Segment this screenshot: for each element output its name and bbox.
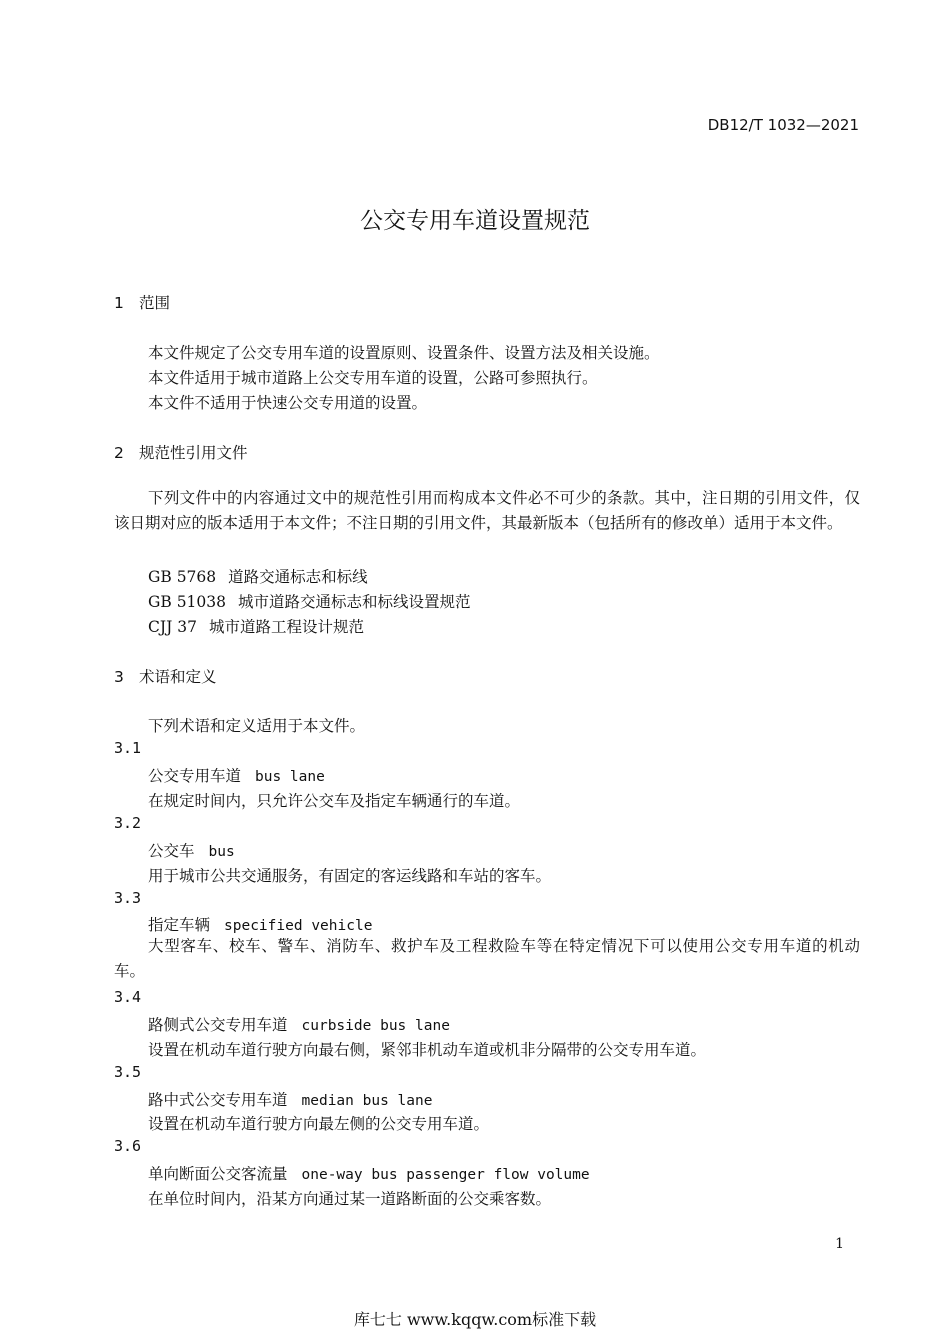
term-number: 3.6 (114, 1137, 142, 1155)
section-1-heading (114, 291, 170, 313)
section-2-heading (114, 441, 248, 463)
term-name-zh: 公交车 (148, 842, 195, 860)
section-number: 1 (114, 294, 124, 312)
section-title: 范围 (139, 294, 171, 312)
reference-item (148, 590, 471, 612)
term-name-en: curbside bus lane (301, 1018, 450, 1034)
term-name-zh: 路侧式公交专用车道 (148, 1016, 288, 1034)
term-number: 3.5 (114, 1063, 142, 1081)
term-name-en: median bus lane (301, 1093, 433, 1109)
reference-title: 城市道路交通标志和标线设置规范 (238, 593, 471, 611)
term-definition: 设置在机动车道行驶方向最左侧的公交专用车道。 (148, 1115, 490, 1133)
term-number: 3.1 (114, 739, 142, 757)
reference-item (148, 615, 364, 637)
reference-code: GB 51038 (148, 593, 227, 611)
term-definition: 设置在机动车道行驶方向最右侧，紧邻非机动车道或机非分隔带的公交专用车道。 (148, 1041, 707, 1059)
term-number: 3.4 (114, 988, 142, 1006)
term-definition: 在单位时间内，沿某方向通过某一道路断面的公交乘客数。 (148, 1190, 552, 1208)
term-name (148, 913, 372, 935)
term-name (148, 1088, 432, 1110)
reference-code: CJJ 37 (148, 618, 197, 636)
term-name-en: one-way bus passenger flow volume (301, 1167, 590, 1183)
section-number: 2 (114, 444, 124, 462)
section-3-heading (114, 665, 217, 687)
term-name-en: bus (208, 844, 235, 860)
document-title: 公交专用车道设置规范 (360, 208, 590, 234)
terms-intro-paragraph: 下列术语和定义适用于本文件。 (148, 717, 366, 735)
paragraph: 本文件适用于城市道路上公交专用车道的设置，公路可参照执行。 (148, 369, 598, 387)
references-intro-paragraph: 下列文件中的内容通过文中的规范性引用而构成本文件必不可少的条款。其中，注日期的引用文件，仅该日期对应的版本适用于本文件；不注日期的引用文件，其最新版本（包括所有的修改单）适用于本文件。 (114, 489, 860, 532)
term-name-en: specified vehicle (224, 918, 373, 934)
document-code: DB12/T 1032—2021 (707, 116, 859, 134)
section-title: 术语和定义 (139, 668, 217, 686)
term-number: 3.2 (114, 814, 142, 832)
term-definition: 用于城市公共交通服务，有固定的客运线路和车站的客车。 (148, 867, 552, 885)
term-name-zh: 公交专用车道 (148, 767, 242, 785)
term-name (148, 1162, 590, 1184)
term-number: 3.3 (114, 889, 142, 907)
reference-title: 城市道路工程设计规范 (208, 618, 364, 636)
paragraph: 本文件不适用于快速公交专用道的设置。 (148, 394, 428, 412)
term-definition: 大型客车、校车、警车、消防车、救护车及工程救险车等在特定情况下可以使用公交专用车道的机动车。 (114, 937, 860, 980)
section-number: 3 (114, 668, 124, 686)
section-title: 规范性引用文件 (139, 444, 248, 462)
page-number: 1 (835, 1236, 844, 1252)
paragraph: 本文件规定了公交专用车道的设置原则、设置条件、设置方法及相关设施。 (148, 344, 660, 362)
term-definition: 在规定时间内，只允许公交车及指定车辆通行的车道。 (148, 792, 521, 810)
term-name (148, 764, 325, 786)
term-name-en: bus lane (255, 769, 325, 785)
term-name-zh: 指定车辆 (148, 916, 211, 934)
term-name (148, 1013, 450, 1035)
watermark-text: 库七七 www.kqqw.com标准下载 (353, 1310, 597, 1329)
term-name-zh: 路中式公交专用车道 (148, 1091, 288, 1109)
term-name-zh: 单向断面公交客流量 (148, 1165, 288, 1183)
term-name (148, 839, 235, 861)
reference-code: GB 5768 (148, 568, 217, 586)
reference-title: 道路交通标志和标线 (228, 568, 368, 586)
reference-item (148, 565, 368, 587)
